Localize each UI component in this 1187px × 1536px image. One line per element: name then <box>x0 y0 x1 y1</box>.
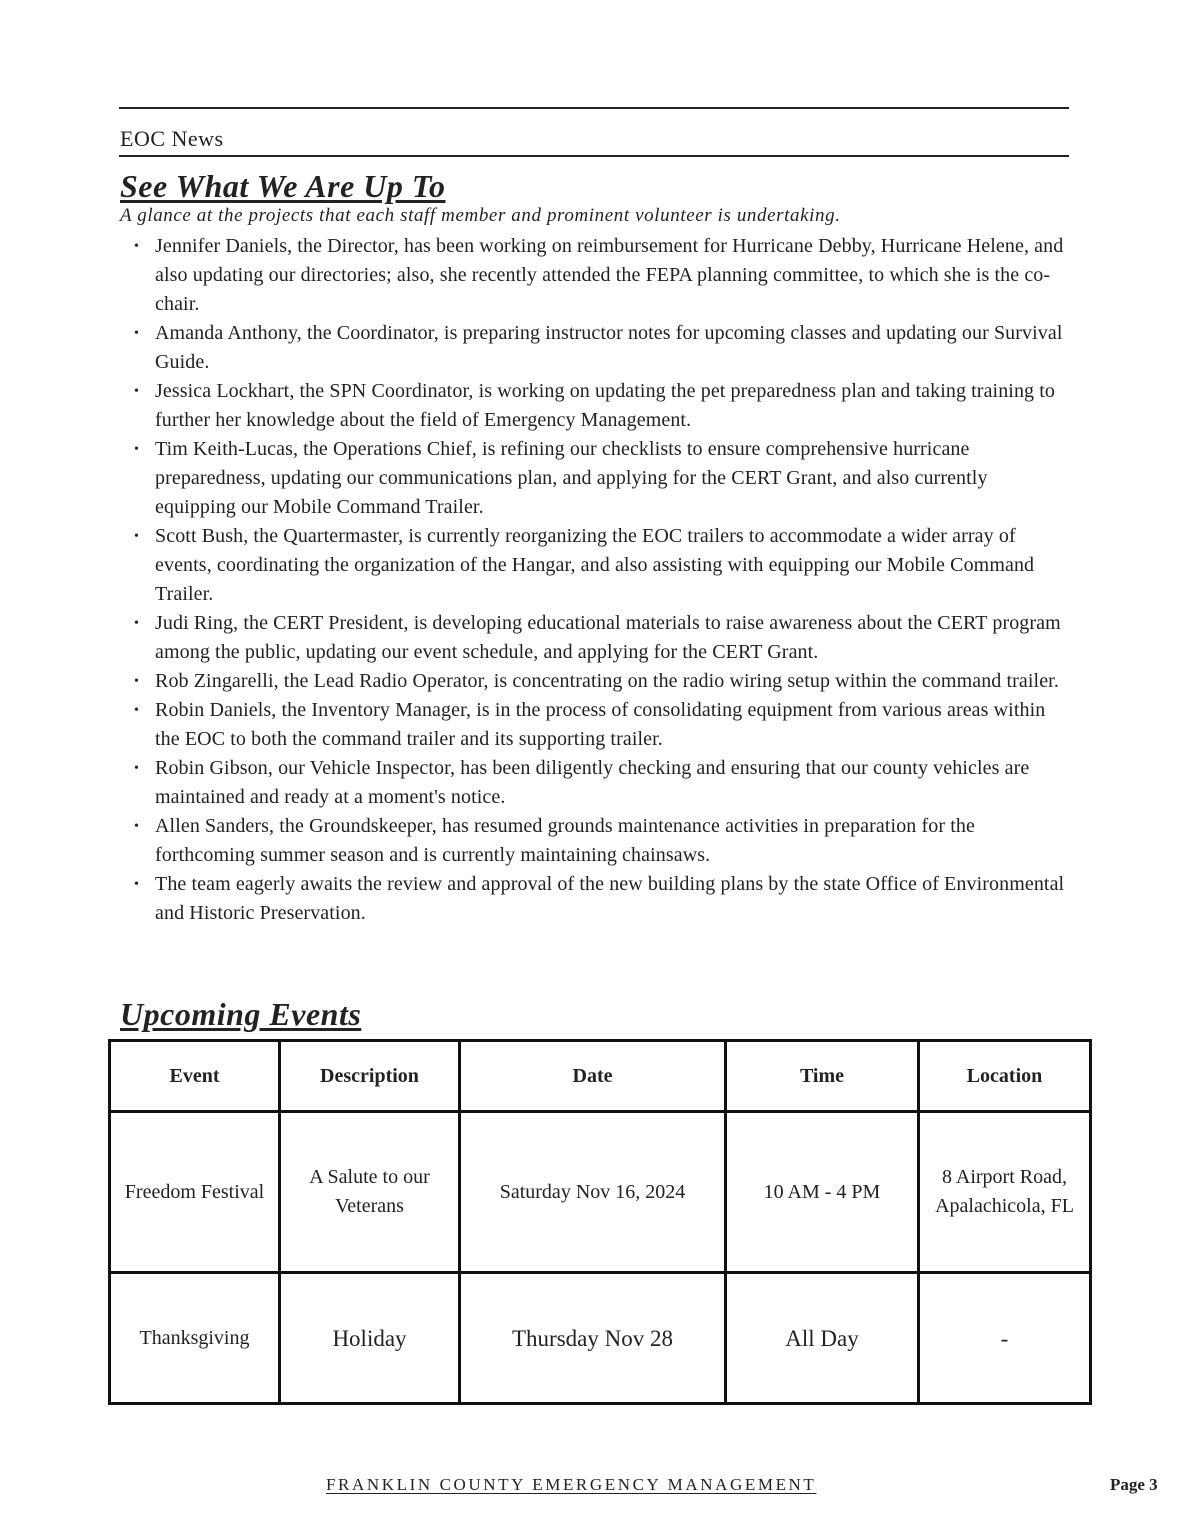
list-item-text: Jennifer Daniels, the Director, has been working on reimbursement for Hurricane Debby, Hurricane Helene, and also updating our directories; also, she recently attended the FEPA planning committee, to which she is the co-chair. <box>155 235 1064 315</box>
table-row <box>110 1273 1091 1404</box>
date-cell: Saturday Nov 16, 2024 <box>460 1112 726 1273</box>
header-divider <box>119 155 1069 157</box>
list-item <box>120 870 1070 928</box>
description-cell: Holiday <box>280 1273 460 1404</box>
list-item-text: The team eagerly awaits the review and approval of the new building plans by the state Office of Environmental and Historic Preservation. <box>155 873 1065 924</box>
bullet-icon: • <box>134 529 140 544</box>
bullet-icon: • <box>134 616 140 631</box>
event-cell: Thanksgiving <box>110 1273 280 1404</box>
list-item <box>120 812 1070 870</box>
table-row <box>110 1112 1091 1273</box>
bullet-icon: • <box>134 674 140 689</box>
location-cell: - <box>919 1273 1091 1404</box>
list-item-text: Amanda Anthony, the Coordinator, is preparing instructor notes for upcoming classes and updating our Survival Guide. <box>155 322 1063 373</box>
bullet-icon: • <box>134 761 140 776</box>
section-label: EOC News <box>120 126 224 151</box>
column-header-description: Description <box>280 1041 460 1112</box>
location-cell: 8 Airport Road, Apalachicola, FL <box>919 1112 1091 1273</box>
table-header-row <box>110 1041 1091 1112</box>
column-header-location: Location <box>919 1041 1091 1112</box>
bullet-icon: • <box>134 442 140 457</box>
page-number: Page 3 <box>1110 1475 1158 1494</box>
projects-subtitle: A glance at the projects that each staff member and prominent volunteer is undertaking. <box>120 205 841 226</box>
list-item <box>120 232 1070 319</box>
events-heading: Upcoming Events <box>120 996 362 1032</box>
bullet-icon: • <box>134 384 140 399</box>
list-item-text: Rob Zingarelli, the Lead Radio Operator, is concentrating on the radio wiring setup within the command trailer. <box>155 670 1059 692</box>
list-item <box>120 377 1070 435</box>
list-item <box>120 609 1070 667</box>
list-item <box>120 667 1070 696</box>
list-item-text: Jessica Lockhart, the SPN Coordinator, is working on updating the pet preparedness plan and taking training to further her knowledge about the field of Emergency Management. <box>155 380 1056 431</box>
bullet-icon: • <box>134 703 140 718</box>
project-list <box>120 232 1070 928</box>
list-item <box>120 435 1070 522</box>
bullet-icon: • <box>134 877 140 892</box>
list-item <box>120 754 1070 812</box>
bullet-icon: • <box>134 326 140 341</box>
list-item <box>120 696 1070 754</box>
column-header-time: Time <box>726 1041 919 1112</box>
footer-org-name: FRANKLIN COUNTY EMERGENCY MANAGEMENT <box>326 1475 817 1494</box>
column-header-date: Date <box>460 1041 726 1112</box>
bullet-icon: • <box>134 239 140 254</box>
date-cell: Thursday Nov 28 <box>460 1273 726 1404</box>
list-item-text: Judi Ring, the CERT President, is developing educational materials to raise awareness about the CERT program among the public, updating our event schedule, and applying for the CERT Grant. <box>155 612 1061 663</box>
top-divider <box>119 107 1069 109</box>
column-header-event: Event <box>110 1041 280 1112</box>
list-item <box>120 319 1070 377</box>
event-cell: Freedom Festival <box>110 1112 280 1273</box>
list-item-text: Tim Keith-Lucas, the Operations Chief, is refining our checklists to ensure comprehensive hurricane preparedness, updating our communications plan, and applying for the CERT Grant, and also currently equipping our Mobile Command Trailer. <box>155 438 988 518</box>
description-cell: A Salute to our Veterans <box>280 1112 460 1273</box>
time-cell: All Day <box>726 1273 919 1404</box>
time-cell: 10 AM - 4 PM <box>726 1112 919 1273</box>
list-item-text: Robin Daniels, the Inventory Manager, is in the process of consolidating equipment from various areas within the EOC to both the command trailer and its supporting trailer. <box>155 699 1046 750</box>
bullet-icon: • <box>134 819 140 834</box>
list-item <box>120 522 1070 609</box>
list-item-text: Scott Bush, the Quartermaster, is currently reorganizing the EOC trailers to accommodate a wider array of events, coordinating the organization of the Hangar, and also assisting with equipping our Mobile Command Trailer. <box>155 525 1035 605</box>
list-item-text: Robin Gibson, our Vehicle Inspector, has been diligently checking and ensuring that our county vehicles are maintained and ready at a moment's notice. <box>155 757 1030 808</box>
events-table <box>108 1039 1092 1405</box>
projects-heading: See What We Are Up To <box>120 168 446 204</box>
list-item-text: Allen Sanders, the Groundskeeper, has resumed grounds maintenance activities in preparation for the forthcoming summer season and is currently maintaining chainsaws. <box>155 815 975 866</box>
